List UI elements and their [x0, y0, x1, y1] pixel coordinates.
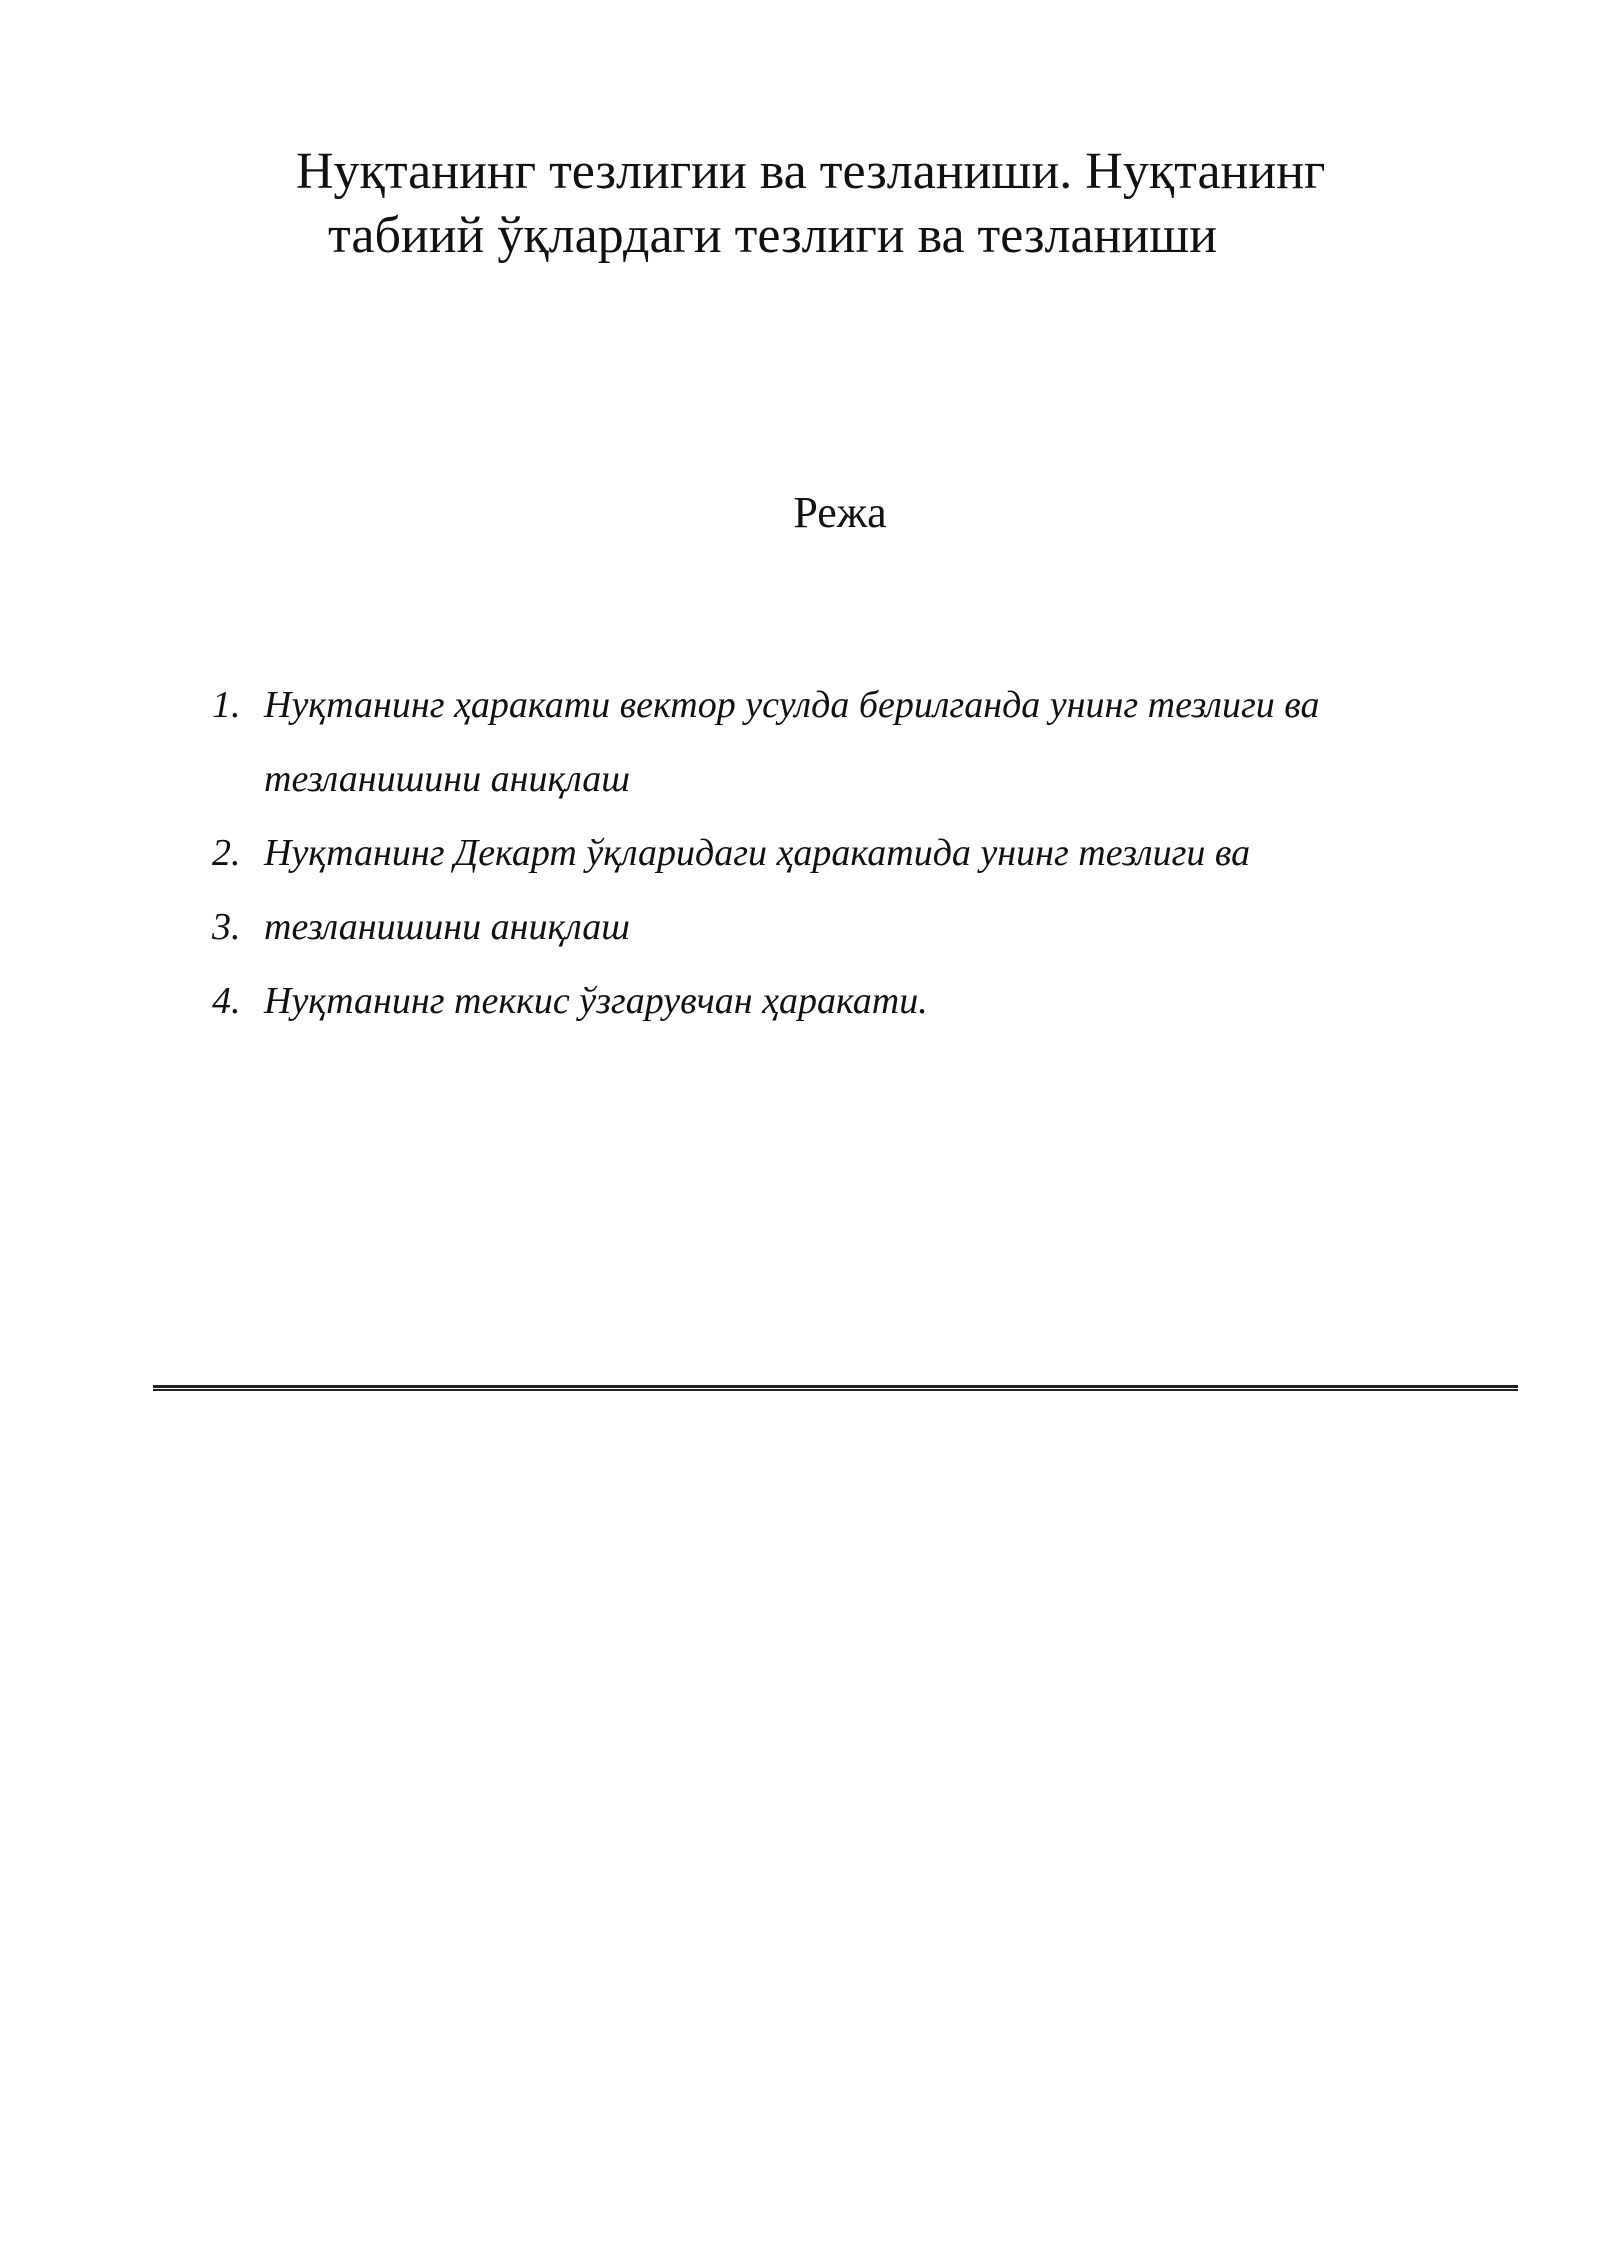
plan-item-text [264, 668, 1512, 816]
plan-list [212, 668, 1512, 1038]
title-line-1: Нуқтанинг тезлигии ва тезланиши. Нуқтанинг [296, 143, 1326, 200]
plan-item [212, 890, 1512, 964]
plan-item-text: Нуқтанинг Декарт ўқларидаги ҳаракатида унинг тезлиги ва [264, 832, 1251, 874]
plan-heading: Режа [793, 488, 887, 537]
plan-item-number: 3. [212, 906, 241, 948]
plan-item-text-continuation: тезланишини аниқлаш [264, 758, 630, 800]
plan-item-number: 2. [212, 832, 241, 874]
page-title [200, 140, 1500, 268]
plan-item-text: тезланишини аниқлаш [264, 906, 630, 948]
title-line-2: табиий ўқлардаги тезлиги ва тезланиши [328, 207, 1218, 264]
plan-item [212, 964, 1512, 1038]
plan-item-text: Нуқтанинг теккис ўзгарувчан ҳаракати. [264, 980, 928, 1022]
plan-item [212, 816, 1512, 890]
double-rule-divider [153, 1385, 1518, 1391]
plan-item [212, 668, 1512, 816]
plan-item-text-line: Нуқтанинг ҳаракати вектор усулда берилганда унинг тезлиги ва [264, 684, 1320, 726]
plan-item-number: 4. [212, 980, 241, 1022]
plan-item-number: 1. [212, 684, 241, 726]
